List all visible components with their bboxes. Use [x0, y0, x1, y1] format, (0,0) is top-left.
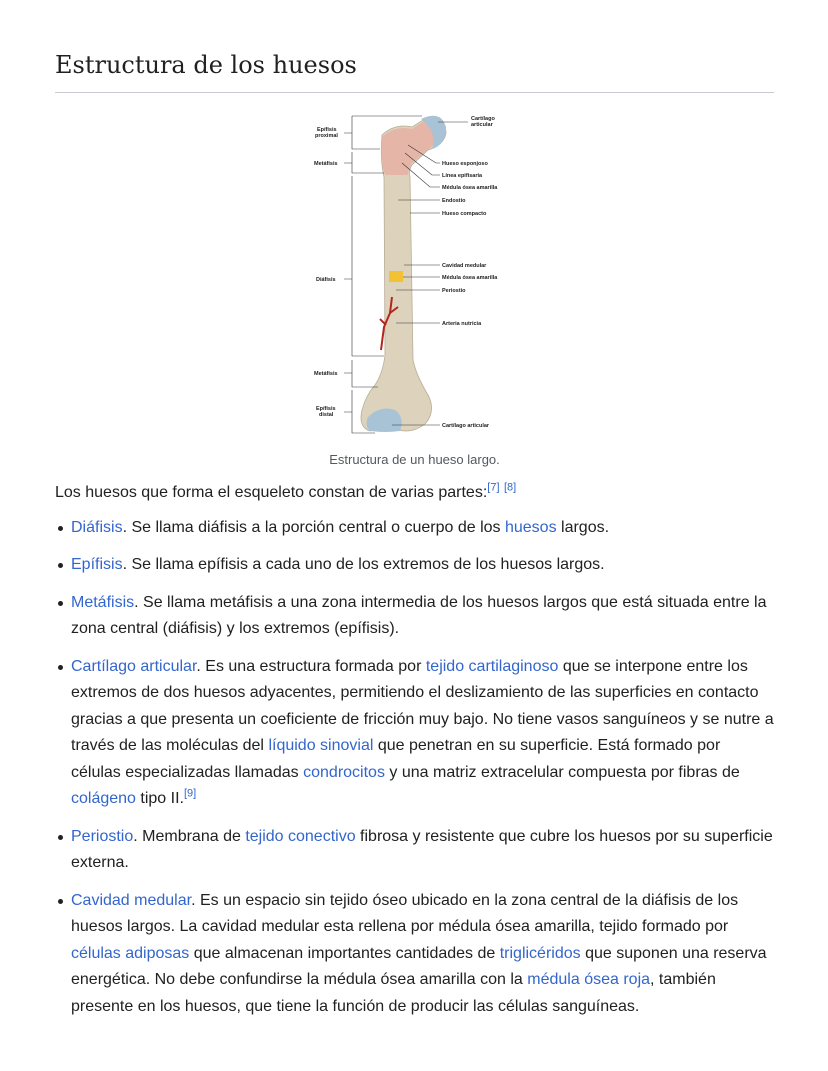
link-celulas-adiposas[interactable]: células adiposas — [71, 944, 190, 962]
link-periostio[interactable]: Periostio — [71, 827, 134, 845]
item-text: tipo II. — [135, 790, 184, 807]
label-diafisis: Diáfisis — [316, 277, 336, 283]
label-epifisis-distal: Epífisis — [316, 406, 336, 412]
intro-paragraph — [55, 480, 774, 507]
list-item — [71, 590, 774, 643]
item-text: largos. — [556, 518, 610, 536]
label-epifisis-proximal-2: proximal — [315, 133, 338, 139]
label-cartilago-articular: Cartílago articular — [442, 423, 490, 429]
reference-8[interactable]: [8] — [503, 481, 517, 494]
label-cartilago: Cartílago — [471, 116, 495, 122]
list-item — [71, 824, 774, 877]
section-heading: Estructura de los huesos — [55, 51, 774, 93]
item-text: . Se llama epífisis a cada uno de los extremos de los huesos largos. — [122, 556, 605, 573]
figure-caption: Estructura de un hueso largo. — [329, 452, 500, 467]
reference-9[interactable]: [9] — [183, 787, 197, 800]
long-bone-diagram — [300, 105, 530, 445]
label-metafisis-bottom: Metáfisis — [314, 371, 338, 377]
item-text: , también presente en los huesos, que tiene la función de producir las células sanguíneas. — [71, 971, 716, 1015]
label-periostio: Periostio — [442, 288, 466, 294]
label-hueso-compacto: Hueso compacto — [442, 211, 487, 217]
item-text: que suponen una reserva energética. No debe confundirse la médula ósea amarilla con la — [71, 944, 767, 988]
label-hueso-esponjoso: Hueso esponjoso — [442, 161, 488, 167]
item-text: que se interpone entre los extremos de dos huesos adyacentes, permitiendo el deslizamiento de las superficies en contacto gracias a que presenta un coeficiente de fricción muy bajo. No tiene vasos sanguíneos y se nutre a través de las moléculas del — [71, 657, 774, 754]
item-text: . Es un espacio sin tejido óseo ubicado en la zona central de la diáfisis de los huesos largos. La cavidad medular esta rellena por médula ósea amarilla, tejido formado por — [71, 891, 739, 935]
list-item — [71, 888, 774, 1021]
link-metafisis[interactable]: Metáfisis — [71, 593, 135, 611]
reference-7[interactable]: [7] — [487, 481, 500, 494]
label-metafisis-top: Metáfisis — [314, 161, 338, 167]
link-tejido-cartilaginoso[interactable]: tejido cartilaginoso — [425, 657, 559, 675]
link-cartilago-articular[interactable]: Cartílago articular — [71, 657, 197, 675]
item-text: . Se llama diáfisis a la porción central o cuerpo de los — [122, 518, 505, 536]
label-linea-epifisaria: Línea epifisaria — [442, 173, 483, 179]
link-colageno[interactable]: colágeno — [71, 790, 136, 807]
item-text: . Es una estructura formada por — [196, 657, 426, 675]
label-epifisis-proximal: Epífisis — [317, 127, 337, 133]
intro-text: Los huesos que forma el esqueleto constan de varias partes: — [55, 484, 488, 501]
link-liquido-sinovial[interactable]: líquido sinovial — [268, 737, 374, 754]
list-item — [71, 515, 774, 542]
label-epifisis-distal-2: distal — [319, 412, 334, 418]
label-medula-1: Médula ósea amarilla — [442, 185, 498, 191]
label-cartilago-2: articular — [471, 122, 493, 128]
item-text: que penetran en su superficie. Está formado por células especializadas llamadas — [71, 737, 721, 781]
bone-figure[interactable] — [300, 105, 530, 445]
item-text: fibrosa y resistente que cubre los huesos por su superficie externa. — [71, 827, 773, 871]
article-body — [55, 480, 774, 1031]
label-arteria-nutricia: Arteria nutricia — [442, 321, 482, 327]
link-medula-osea-roja[interactable]: médula ósea roja — [527, 971, 651, 988]
item-text: y una matriz extracelular compuesta por fibras de — [384, 763, 740, 781]
link-huesos[interactable]: huesos — [504, 518, 557, 536]
list-item — [71, 654, 774, 813]
link-epifisis[interactable]: Epífisis — [71, 556, 123, 573]
label-endostio: Endostio — [442, 198, 466, 204]
link-trigliceridos[interactable]: triglicéridos — [499, 944, 581, 962]
yellow-marrow — [389, 271, 403, 282]
parts-list — [55, 515, 774, 1021]
label-cavidad-medular: Cavidad medular — [442, 263, 487, 269]
label-medula-2: Médula ósea amarilla — [442, 275, 498, 281]
link-diafisis[interactable]: Diáfisis — [71, 518, 123, 536]
link-condrocitos[interactable]: condrocitos — [303, 763, 385, 781]
link-tejido-conectivo[interactable]: tejido conectivo — [245, 827, 356, 845]
item-text: que almacenan importantes cantidades de — [189, 944, 500, 962]
item-text: . Membrana de — [133, 827, 246, 845]
item-text: . Se llama metáfisis a una zona intermedia de los huesos largos que está situada entre la zona central (diáfisis) y los extremos (epífisis). — [71, 593, 767, 637]
list-item — [71, 552, 774, 579]
link-cavidad-medular[interactable]: Cavidad medular — [71, 891, 192, 909]
